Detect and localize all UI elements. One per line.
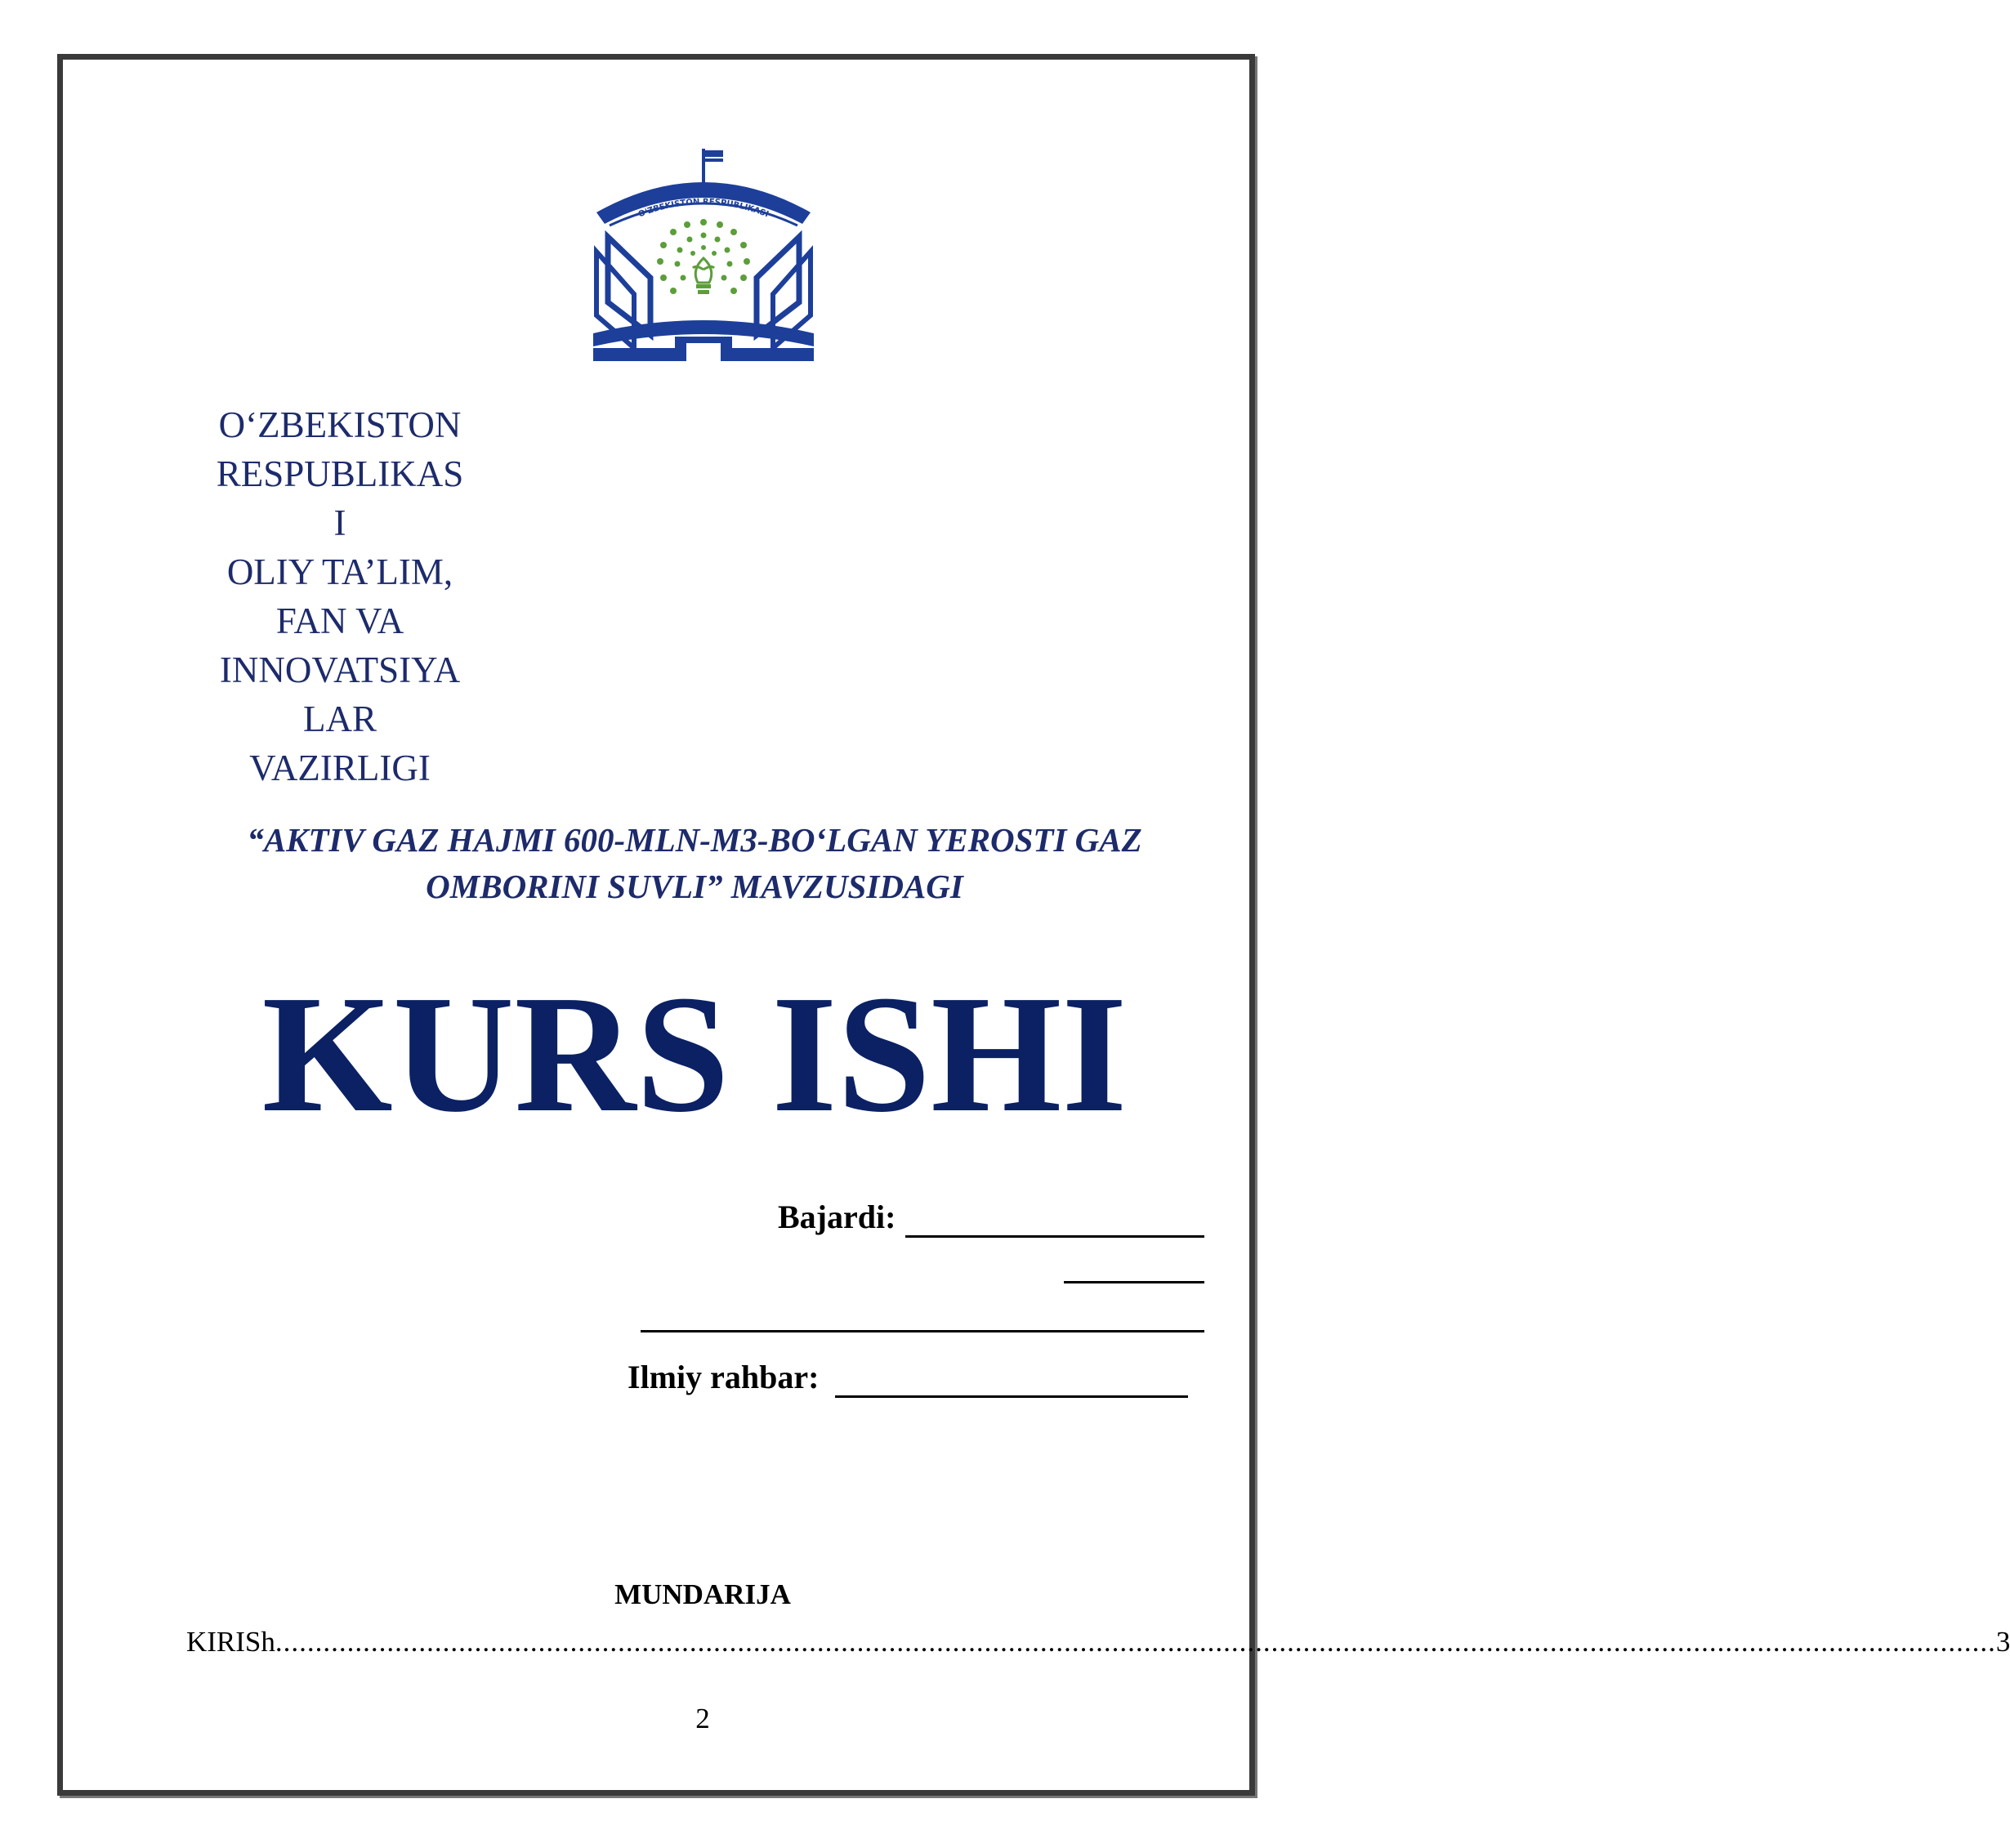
supervisor-label: Ilmiy rahbar: <box>628 1359 820 1395</box>
topic-line-2: OMBORINI SUVLI” MAVZUSIDAGI <box>426 868 963 905</box>
ministry-line: OLIY TA’LIM, <box>226 551 453 592</box>
toc-item-page: 3 <box>1995 1626 2010 1658</box>
toc-item[interactable] <box>186 1626 2010 1663</box>
toc-heading: MUNDARIJA <box>614 1578 791 1610</box>
page-number: 2 <box>695 1703 710 1734</box>
ministry-name <box>201 400 479 792</box>
ministry-line: RESPUBLIKAS <box>216 453 464 494</box>
ministry-logo <box>593 147 814 361</box>
ministry-line: I <box>333 502 346 543</box>
performer-label: Bajardi: <box>778 1199 896 1235</box>
ministry-line: LAR <box>303 699 377 739</box>
svg-text:O'ZBEKISTON RESPUBLIKASI: O'ZBEKISTON RESPUBLIKASI <box>636 197 770 220</box>
document-title: KURS ISHI <box>261 960 1128 1147</box>
topic-line-1: “AKTIV GAZ HAJMI 600-MLN-M3-BO‘LGAN YEROSTI GAZ <box>247 821 1142 859</box>
performer-line <box>905 1206 1204 1238</box>
ministry-line: VAZIRLIGI <box>249 748 431 788</box>
group-line <box>641 1307 1204 1332</box>
toc-item-label: KIRISh <box>186 1626 275 1658</box>
supervisor-line <box>835 1366 1188 1398</box>
ministry-line: O‘ZBEKISTON <box>218 404 462 445</box>
ministry-line: FAN VA <box>275 600 404 641</box>
ministry-line: INNOVATSIYA <box>219 649 461 690</box>
topic-title <box>163 817 1226 910</box>
toc-leader-dots: ........................................................................................................................................................................................................................ <box>275 1626 1996 1658</box>
performer-line-continued <box>1064 1258 1204 1283</box>
